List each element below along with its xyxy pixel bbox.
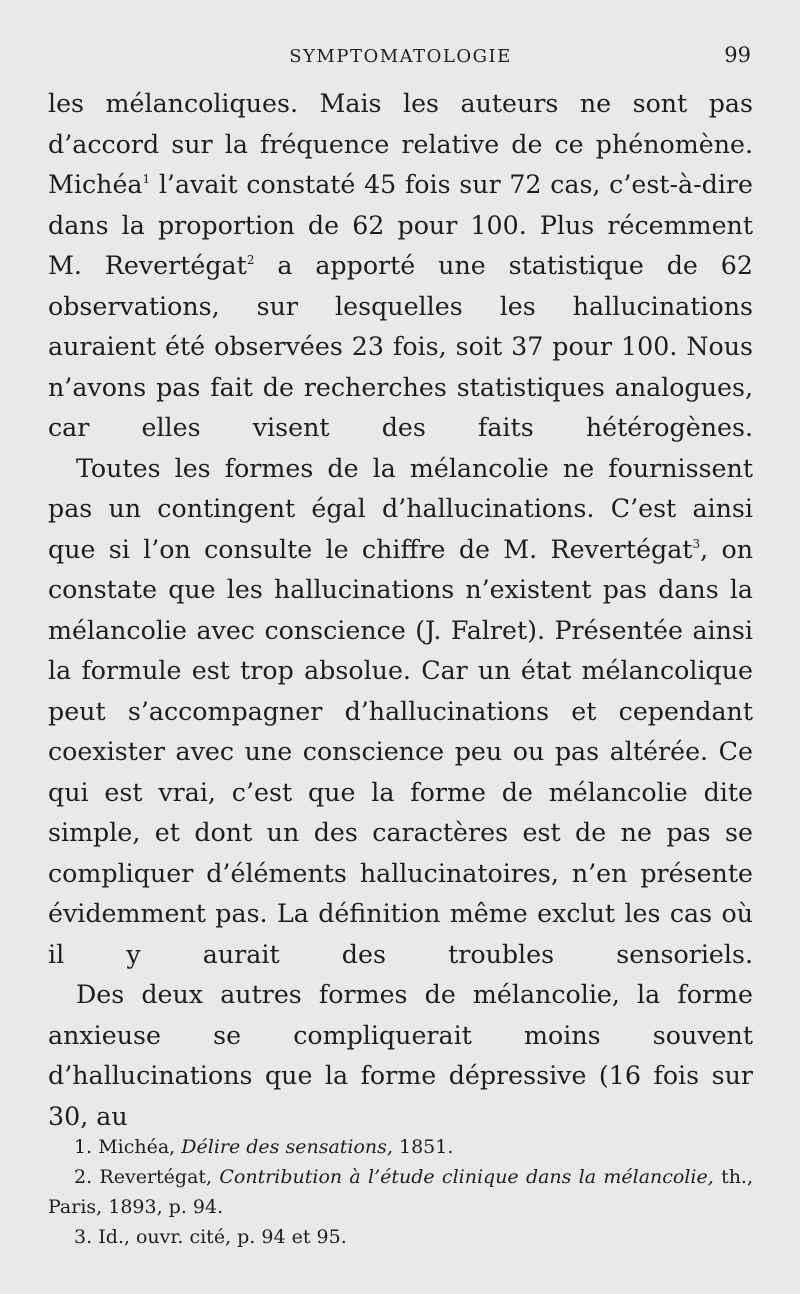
paragraph-1 — [48, 84, 753, 449]
paragraph-3: Des deux autres formes de mélancolie, la forme anxieuse se compliquerait moins souvent d’hallucinations que la forme dépressive (16 fois sur 30, au — [48, 980, 753, 1131]
footnote-ref-3: 3 — [692, 536, 701, 551]
footnotes — [48, 1132, 753, 1252]
footnote-author: Id., — [98, 1226, 130, 1248]
footnote-3 — [48, 1222, 753, 1252]
paragraph-2-part-b: , on constate que les hallucinations n’existent pas dans la mélancolie avec conscience (J. Falret). Présentée ainsi la formule est trop absolue. Car un état mélancolique peut s’accompagner d’hallucinations et cependant coexister avec une conscience peu ou pas altérée. Ce qui est vrai, c’est que la forme de mélancolie dite simple, et dont un des caractères est de ne pas se compliquer d’éléments hallucinatoires, n’en présente évidemment pas. La définition même exclut les cas où il y aurait des troubles sensoriels. — [48, 534, 753, 969]
footnote-author: Revertégat, — [99, 1166, 213, 1188]
footnote-2 — [48, 1162, 753, 1222]
paragraph-1-part-c: a apporté une statistique de 62 observations, sur lesquelles les hallucinations auraient été observées 23 fois, soit 37 pour 100. Nous n’avons pas fait de recherches statistiques analogues, car elles visent des faits hétérogènes. — [48, 251, 753, 442]
footnote-ref-2: 2 — [246, 253, 255, 267]
paragraph-1-part-b: l’avait constaté 45 fois sur 72 cas, c’est-à-dire dans la proportion de 62 pour 100. Plus récemment M. Revertégat — [48, 170, 753, 280]
running-head: SYMPTOMATOLOGIE — [289, 46, 512, 67]
footnote-1 — [48, 1132, 753, 1162]
page-number: 99 — [724, 43, 751, 67]
footnote-number: 2. — [74, 1166, 93, 1188]
paragraph-2-part-a: Toutes les formes de la mélancolie ne fournissent pas un contingent égal d’hallucinations. C’est ainsi que si l’on consulte le chiffre de M. Revertégat — [48, 453, 753, 564]
paragraph-1-part-a: les mélancoliques. Mais les auteurs ne sont pas d’accord sur la fréquence relative de ce phénomène. Michéa — [48, 89, 753, 199]
footnote-rest: th., Paris, 1893, p. 94. — [48, 1166, 754, 1218]
footnote-rest: 1851. — [399, 1136, 454, 1158]
footnote-title: Contribution à l’étude clinique dans la mélancolie, — [219, 1166, 714, 1188]
paragraph-2 — [48, 449, 753, 976]
footnote-number: 3. — [74, 1226, 93, 1248]
footnote-number: 1. — [74, 1136, 93, 1158]
footnote-title: Délire des sensations, — [181, 1136, 393, 1158]
body-text — [48, 84, 753, 1137]
footnote-author: Michéa, — [98, 1136, 176, 1158]
page-header — [48, 40, 753, 74]
footnote-ref-1: 1 — [142, 172, 151, 186]
footnote-rest: ouvr. cité, p. 94 et 95. — [135, 1226, 347, 1248]
